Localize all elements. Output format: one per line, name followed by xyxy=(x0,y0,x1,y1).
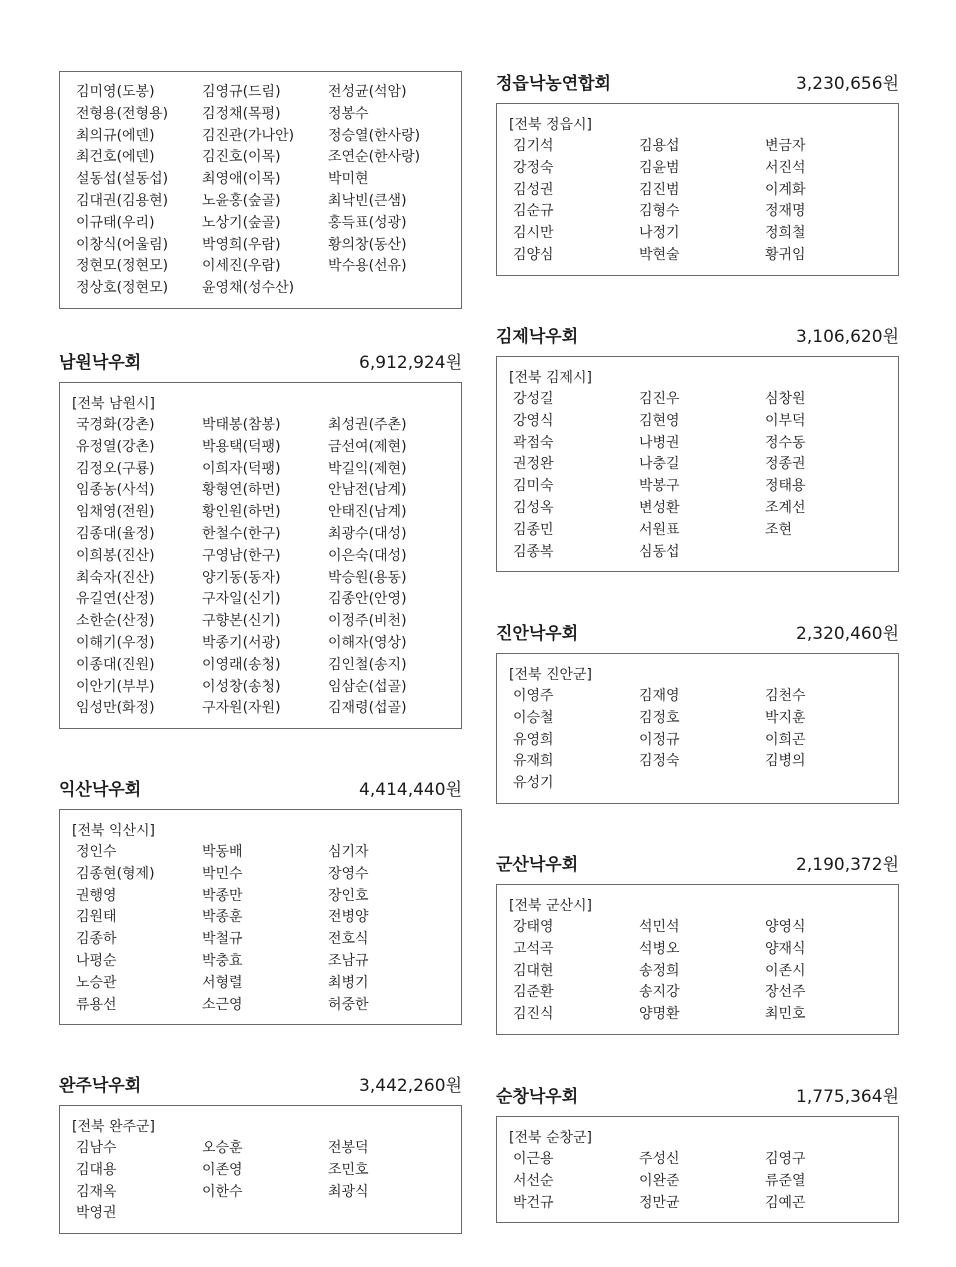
region-label: [전북 익산시] xyxy=(72,823,155,839)
section-amount: 4,414,440원 xyxy=(359,780,462,800)
section-amount: 6,912,924원 xyxy=(359,353,462,373)
section-sunchang xyxy=(496,1082,899,1223)
member-name: 김남수 xyxy=(76,1140,117,1156)
member-name: 김정오(구룡) xyxy=(76,460,155,477)
member-name: 이부덕 xyxy=(765,412,806,429)
region-label: [전북 김제시] xyxy=(509,370,592,386)
member-name: 서선순 xyxy=(513,1172,554,1189)
member-name: 유재희 xyxy=(513,753,554,770)
member-name: 송정희 xyxy=(639,962,680,979)
member-name: 유성기 xyxy=(513,775,554,792)
member-name: 김인철(송지) xyxy=(328,656,407,673)
member-name: 김준환 xyxy=(513,984,554,1001)
member-box xyxy=(496,103,899,276)
section-header xyxy=(496,619,899,643)
member-name: 안태진(남계) xyxy=(328,504,407,521)
member-name: 김재영 xyxy=(639,688,680,704)
member-name: 박태봉(참봉) xyxy=(202,417,281,433)
member-name: 강성길 xyxy=(513,391,554,407)
member-name: 정현모(정현모) xyxy=(76,258,169,275)
member-name: 김진식 xyxy=(513,1006,554,1023)
member-name: 국경화(강촌) xyxy=(76,417,155,433)
member-box xyxy=(59,71,462,309)
region-label: [전북 진안군] xyxy=(509,667,592,683)
member-name: 이안기(부부) xyxy=(76,678,155,695)
member-name: 이해기(우정) xyxy=(76,634,155,651)
member-name: 조연순(한사랑) xyxy=(328,149,421,166)
section-header xyxy=(496,850,899,874)
member-name: 석병오 xyxy=(639,940,680,957)
member-name: 이존영 xyxy=(202,1161,243,1178)
member-name: 황의창(동산) xyxy=(328,236,407,253)
member-name: 나충길 xyxy=(639,456,680,473)
member-name: 이희자(덕팽) xyxy=(202,460,281,477)
member-name: 임종농(사석) xyxy=(76,482,155,499)
member-name: 이완준 xyxy=(639,1172,680,1189)
member-name: 정만균 xyxy=(639,1194,680,1211)
section-header xyxy=(59,348,462,372)
member-name: 박종훈 xyxy=(202,909,243,926)
section-title: 완주낙우회 xyxy=(59,1076,142,1096)
member-name: 노윤홍(숲골) xyxy=(202,192,281,209)
section-title: 익산낙우회 xyxy=(59,780,142,800)
member-name: 이근용 xyxy=(513,1151,554,1167)
member-name: 이희곤 xyxy=(765,731,806,748)
member-name: 이존시 xyxy=(765,962,806,979)
member-name: 양재식 xyxy=(765,940,806,957)
member-name: 최민호 xyxy=(765,1006,806,1023)
member-name: 김시만 xyxy=(513,225,554,242)
member-name: 나정기 xyxy=(639,225,680,242)
member-name: 조계선 xyxy=(765,499,806,516)
member-name: 김정호 xyxy=(639,709,680,726)
member-name: 박미현 xyxy=(328,171,369,188)
member-name: 박영권 xyxy=(76,1205,117,1222)
member-box xyxy=(59,809,462,1025)
region-label: [전북 순창군] xyxy=(509,1130,592,1146)
member-name: 고석곡 xyxy=(513,940,554,957)
section-header xyxy=(59,775,462,799)
member-grid xyxy=(509,136,886,267)
member-name: 노승관 xyxy=(76,974,117,991)
member-name: 이정주(비천) xyxy=(328,613,407,630)
member-name: 최숙자(진산) xyxy=(76,569,155,586)
member-name: 정수동 xyxy=(765,434,806,451)
member-name: 조현 xyxy=(765,521,793,538)
member-name: 소한순(산정) xyxy=(76,613,155,630)
member-name: 최영애(이목) xyxy=(202,171,281,188)
member-name: 이종대(진원) xyxy=(76,656,155,673)
member-name: 노상기(숲골) xyxy=(202,214,281,231)
section-amount: 3,106,620원 xyxy=(796,327,899,347)
member-name: 김정숙 xyxy=(639,753,680,770)
member-name: 나평순 xyxy=(76,952,117,969)
member-name: 이은숙(대성) xyxy=(328,547,407,564)
member-name: 박길익(제현) xyxy=(328,460,407,477)
member-name: 이규태(우리) xyxy=(76,214,155,231)
member-name: 허중한 xyxy=(328,996,369,1013)
member-grid xyxy=(72,842,449,1016)
member-name: 김영구 xyxy=(765,1151,806,1167)
member-grid xyxy=(72,82,449,300)
member-name: 나병권 xyxy=(639,434,680,451)
section-namwon xyxy=(59,348,462,729)
member-name: 윤영채(성수산) xyxy=(202,280,295,297)
member-name: 정희철 xyxy=(765,225,806,242)
member-name: 전봉덕 xyxy=(328,1140,369,1156)
member-name: 김진우 xyxy=(639,391,680,407)
section-title: 정읍낙농연합회 xyxy=(496,74,611,94)
member-name: 김용섭 xyxy=(639,138,680,154)
member-name: 김재령(섭골) xyxy=(328,700,407,717)
member-name: 석민석 xyxy=(639,919,680,935)
member-name: 구자일(신기) xyxy=(202,591,281,608)
member-name: 임삼순(섭골) xyxy=(328,678,407,695)
member-name: 권정완 xyxy=(513,456,554,473)
member-name: 최의규(에덴) xyxy=(76,127,155,144)
member-name: 최낙빈(큰샘) xyxy=(328,192,407,209)
member-name: 김원태 xyxy=(76,909,117,926)
member-name: 구영남(한구) xyxy=(202,547,281,564)
member-name: 류준열 xyxy=(765,1172,806,1189)
member-grid xyxy=(509,1149,886,1214)
member-name: 강영식 xyxy=(513,412,554,429)
member-name: 이한수 xyxy=(202,1183,243,1200)
member-name: 김종하 xyxy=(76,931,117,948)
member-name: 김현영 xyxy=(639,412,680,429)
section-top-list xyxy=(59,71,462,309)
member-name: 장선주 xyxy=(765,984,806,1001)
member-name: 김진관(가나안) xyxy=(202,127,295,144)
member-name: 박수용(선유) xyxy=(328,258,407,275)
member-name: 박종만 xyxy=(202,887,243,904)
member-name: 김예곤 xyxy=(765,1194,806,1211)
member-name: 김종현(형제) xyxy=(76,865,155,882)
member-name: 김대권(김용현) xyxy=(76,192,169,209)
member-name: 주성신 xyxy=(639,1151,680,1167)
member-name: 김미영(도봉) xyxy=(76,84,155,100)
member-name: 김순규 xyxy=(513,203,554,220)
member-name: 설동섭(설동섭) xyxy=(76,171,169,188)
section-wanju xyxy=(59,1071,462,1234)
member-name: 정봉수 xyxy=(328,105,369,122)
section-gimje xyxy=(496,322,899,572)
member-name: 정인수 xyxy=(76,844,117,860)
member-grid xyxy=(72,1138,449,1225)
member-name: 안남전(남계) xyxy=(328,482,407,499)
member-name: 김미숙 xyxy=(513,478,554,495)
member-name: 김종민 xyxy=(513,521,554,538)
member-box xyxy=(496,1116,899,1223)
member-name: 김진호(이목) xyxy=(202,149,281,166)
member-name: 심창원 xyxy=(765,391,806,407)
member-name: 임채영(전원) xyxy=(76,504,155,521)
member-name: 유길연(산정) xyxy=(76,591,155,608)
section-jinan xyxy=(496,619,899,804)
member-name: 김재옥 xyxy=(76,1183,117,1200)
member-name: 박용택(덕팽) xyxy=(202,438,281,455)
member-name: 박철규 xyxy=(202,931,243,948)
member-name: 서원표 xyxy=(639,521,680,538)
member-name: 변성환 xyxy=(639,499,680,516)
member-grid xyxy=(509,686,886,795)
section-amount: 2,190,372원 xyxy=(796,855,899,875)
member-name: 박영희(우람) xyxy=(202,236,281,253)
member-name: 정태용 xyxy=(765,478,806,495)
member-name: 김영규(드림) xyxy=(202,84,281,100)
member-name: 송지강 xyxy=(639,984,680,1001)
section-iksan xyxy=(59,775,462,1025)
member-name: 박승원(용동) xyxy=(328,569,407,586)
member-name: 장인호 xyxy=(328,887,369,904)
section-header xyxy=(496,69,899,93)
member-name: 정종권 xyxy=(765,456,806,473)
member-name: 전호식 xyxy=(328,931,369,948)
member-name: 전병양 xyxy=(328,909,369,926)
member-name: 류용선 xyxy=(76,996,117,1013)
member-name: 정재명 xyxy=(765,203,806,220)
member-name: 장영수 xyxy=(328,865,369,882)
member-name: 김병의 xyxy=(765,753,806,770)
member-grid xyxy=(509,389,886,563)
member-name: 심동섭 xyxy=(639,543,680,560)
member-name: 양명환 xyxy=(639,1006,680,1023)
member-name: 정승열(한사랑) xyxy=(328,127,421,144)
member-name: 황형연(하먼) xyxy=(202,482,281,499)
member-name: 조남규 xyxy=(328,952,369,969)
member-name: 서형렬 xyxy=(202,974,243,991)
member-name: 이계화 xyxy=(765,181,806,198)
member-name: 최건호(에덴) xyxy=(76,149,155,166)
member-name: 이정규 xyxy=(639,731,680,748)
member-name: 김종안(안영) xyxy=(328,591,407,608)
section-title: 김제낙우회 xyxy=(496,327,579,347)
member-name: 권행영 xyxy=(76,887,117,904)
member-name: 김윤범 xyxy=(639,159,680,176)
member-box xyxy=(496,884,899,1035)
member-name: 박충효 xyxy=(202,952,243,969)
member-name: 박현술 xyxy=(639,246,680,263)
member-name: 양기동(동자) xyxy=(202,569,281,586)
member-box xyxy=(59,382,462,729)
member-name: 전성균(석암) xyxy=(328,84,407,100)
member-name: 김종대(율정) xyxy=(76,525,155,542)
member-name: 김천수 xyxy=(765,688,806,704)
member-name: 이승철 xyxy=(513,709,554,726)
member-name: 김대용 xyxy=(76,1161,117,1178)
member-name: 양영식 xyxy=(765,919,806,935)
section-header xyxy=(496,1082,899,1106)
member-name: 최광식 xyxy=(328,1183,369,1200)
member-name: 정상호(정현모) xyxy=(76,280,169,297)
member-name: 박지훈 xyxy=(765,709,806,726)
member-name: 황인원(하먼) xyxy=(202,504,281,521)
section-gunsan xyxy=(496,850,899,1035)
member-name: 박민수 xyxy=(202,865,243,882)
member-name: 조민호 xyxy=(328,1161,369,1178)
section-amount: 2,320,460원 xyxy=(796,624,899,644)
member-name: 유정열(강촌) xyxy=(76,438,155,455)
section-title: 남원낙우회 xyxy=(59,353,142,373)
member-name: 강정숙 xyxy=(513,159,554,176)
member-name: 김기석 xyxy=(513,138,554,154)
member-name: 곽점숙 xyxy=(513,434,554,451)
region-label: [전북 남원시] xyxy=(72,396,155,412)
member-name: 홍득표(성광) xyxy=(328,214,407,231)
member-box xyxy=(59,1105,462,1234)
member-name: 김성옥 xyxy=(513,499,554,516)
member-name: 구자원(자원) xyxy=(202,700,281,717)
member-name: 박건규 xyxy=(513,1194,554,1211)
member-grid xyxy=(72,415,449,720)
member-name: 이세진(우람) xyxy=(202,258,281,275)
section-amount: 3,442,260원 xyxy=(359,1076,462,1096)
section-jeongeup xyxy=(496,69,899,276)
member-name: 박종기(서광) xyxy=(202,634,281,651)
member-name: 강태영 xyxy=(513,919,554,935)
section-header xyxy=(496,322,899,346)
member-name: 이해자(영상) xyxy=(328,634,407,651)
region-label: [전북 군산시] xyxy=(509,898,592,914)
member-name: 구향본(신기) xyxy=(202,613,281,630)
member-name: 금선여(제현) xyxy=(328,438,407,455)
member-name: 김대현 xyxy=(513,962,554,979)
section-title: 군산낙우회 xyxy=(496,855,579,875)
member-name: 한철수(한구) xyxy=(202,525,281,542)
member-name: 김정채(목평) xyxy=(202,105,281,122)
member-name: 김형수 xyxy=(639,203,680,220)
member-box xyxy=(496,356,899,572)
member-name: 이영래(송청) xyxy=(202,656,281,673)
region-label: [전북 정읍시] xyxy=(509,117,592,133)
region-label: [전북 완주군] xyxy=(72,1119,155,1135)
section-title: 순창낙우회 xyxy=(496,1087,579,1107)
member-name: 김종복 xyxy=(513,543,554,560)
member-name: 이창식(어울림) xyxy=(76,236,169,253)
member-name: 박동배 xyxy=(202,844,243,860)
member-name: 최성권(주촌) xyxy=(328,417,407,433)
section-header xyxy=(59,1071,462,1095)
member-name: 유영희 xyxy=(513,731,554,748)
member-name: 변금자 xyxy=(765,138,806,154)
member-name: 오승훈 xyxy=(202,1140,243,1156)
member-name: 김양심 xyxy=(513,246,554,263)
member-name: 김성권 xyxy=(513,181,554,198)
section-amount: 1,775,364원 xyxy=(796,1087,899,1107)
member-name: 서진석 xyxy=(765,159,806,176)
member-name: 박봉구 xyxy=(639,478,680,495)
section-amount: 3,230,656원 xyxy=(796,74,899,94)
member-name: 심기자 xyxy=(328,844,369,860)
member-name: 소근영 xyxy=(202,996,243,1013)
member-name: 황귀임 xyxy=(765,246,806,263)
member-name: 전형용(전형용) xyxy=(76,105,169,122)
member-name: 이성창(송청) xyxy=(202,678,281,695)
member-name: 임성만(화정) xyxy=(76,700,155,717)
section-title: 진안낙우회 xyxy=(496,624,579,644)
member-name: 최광수(대성) xyxy=(328,525,407,542)
member-grid xyxy=(509,917,886,1026)
member-name: 이영주 xyxy=(513,688,554,704)
member-name: 김진범 xyxy=(639,181,680,198)
member-box xyxy=(496,653,899,804)
member-name: 이희봉(진산) xyxy=(76,547,155,564)
member-name: 최병기 xyxy=(328,974,369,991)
